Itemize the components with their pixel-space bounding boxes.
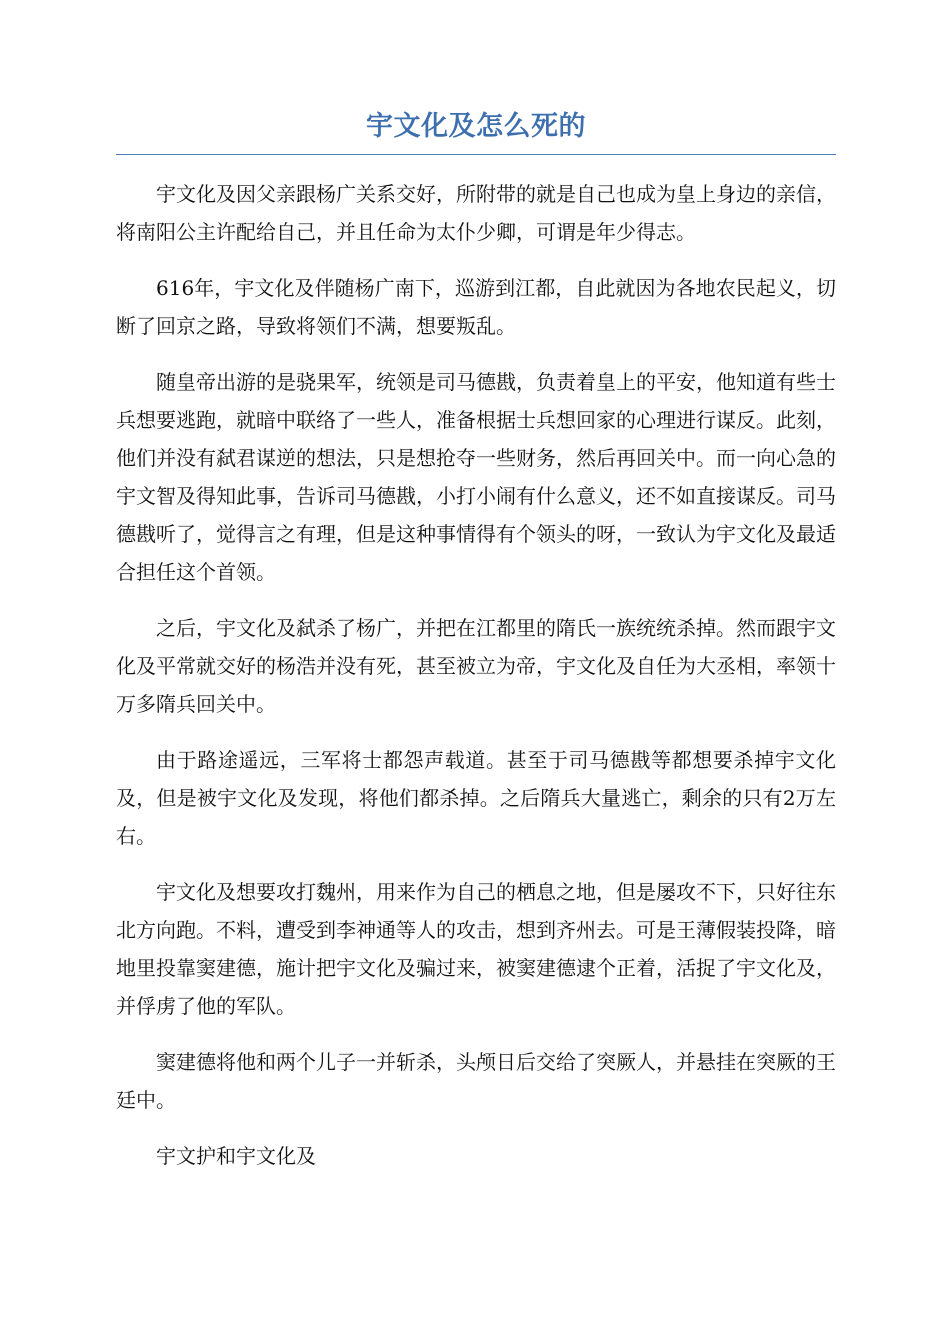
paragraph-5: 由于路途遥远，三军将士都怨声载道。甚至于司马德戡等都想要杀掉宇文化及，但是被宇文化及发现，将他们都杀掉。之后隋兵大量逃亡，剩余的只有2万左右。 (116, 748, 836, 848)
document-title: 宇文化及怎么死的 (366, 111, 586, 142)
paragraph-7: 窦建德将他和两个儿子一并斩杀，头颅日后交给了突厥人，并悬挂在突厥的王廷中。 (116, 1050, 836, 1112)
title-underline (116, 154, 836, 155)
paragraph-8: 宇文护和宇文化及 (156, 1144, 316, 1168)
paragraph-6: 宇文化及想要攻打魏州，用来作为自己的栖息之地，但是屡攻不下，只好往东北方向跑。不料，遭受到李神通等人的攻击，想到齐州去。可是王薄假装投降，暗地里投靠窦建德，施计把宇文化及骗过来，被窦建德逮个正着，活捉了宇文化及，并俘虏了他的军队。 (116, 880, 836, 1018)
paragraph-3: 随皇帝出游的是骁果军，统领是司马德戡，负责着皇上的平安，他知道有些士兵想要逃跑，就暗中联络了一些人，准备根据士兵想回家的心理进行谋反。此刻，他们并没有弑君谋逆的想法，只是想抢夺一些财务，然后再回关中。而一向心急的宇文智及得知此事，告诉司马德戡，小打小闹有什么意义，还不如直接谋反。司马德戡听了，觉得言之有理，但是这种事情得有个领头的呀，一致认为宇文化及最适合担任这个首领。 (116, 370, 836, 584)
document-page (116, 108, 836, 1193)
paragraph-1: 宇文化及因父亲跟杨广关系交好，所附带的就是自己也成为皇上身边的亲信，将南阳公主许配给自己，并且任命为太仆少卿，可谓是年少得志。 (116, 182, 836, 244)
paragraph-2: 616年，宇文化及伴随杨广南下，巡游到江都，自此就因为各地农民起义，切断了回京之路，导致将领们不满，想要叛乱。 (116, 276, 836, 338)
paragraph-4: 之后，宇文化及弑杀了杨广，并把在江都里的隋氏一族统统杀掉。然而跟宇文化及平常就交好的杨浩并没有死，甚至被立为帝，宇文化及自任为大丞相，率领十万多隋兵回关中。 (116, 616, 836, 716)
